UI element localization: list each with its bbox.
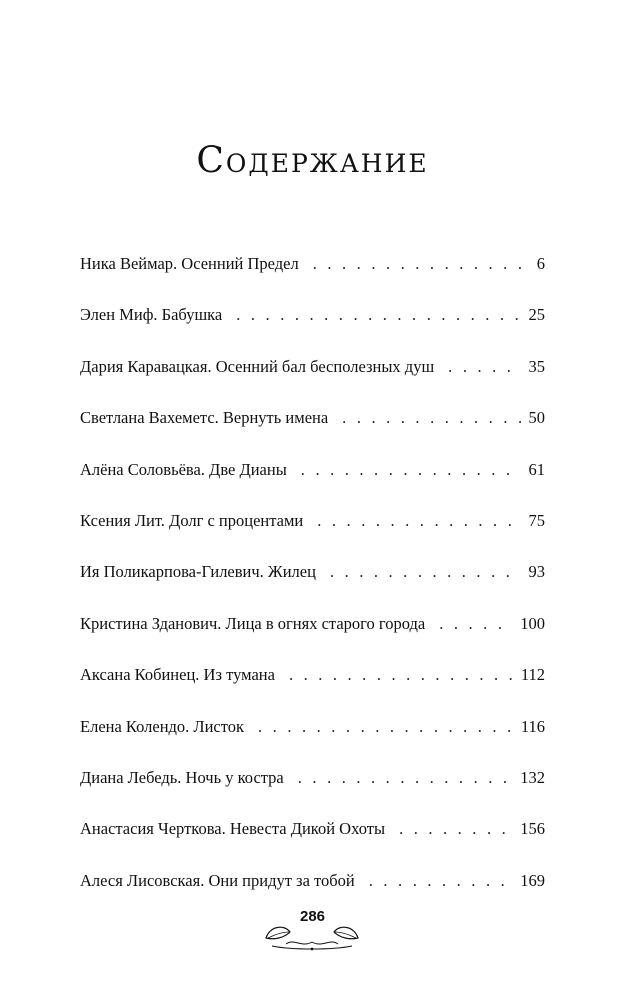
toc-entry-title: Светлана Вахеметс. Вернуть имена xyxy=(80,408,329,428)
toc-dot-leader xyxy=(289,665,513,685)
toc-entry-title: Анастасия Черткова. Невеста Дикой Охоты xyxy=(80,819,386,839)
toc-entry-title: Алёна Соловьёва. Две Дианы xyxy=(80,459,287,479)
toc-entry-page: 75 xyxy=(528,510,545,530)
toc-dot-leader xyxy=(342,408,520,428)
toc-entry-title: Ия Поликарпова-Гилевич. Жилец xyxy=(80,562,316,582)
toc-entry-title: Елена Колендо. Листок xyxy=(80,716,245,736)
toc-entry-title: Кристина Зданович. Лица в огнях старого города xyxy=(80,613,426,633)
toc-entry-page: 116 xyxy=(520,716,545,736)
toc-entry xyxy=(80,768,545,819)
toc-entry-title: Диана Лебедь. Ночь у костра xyxy=(80,767,284,787)
toc-entry-page: 112 xyxy=(520,665,545,685)
toc-entry-page: 35 xyxy=(528,356,545,376)
toc-dot-leader xyxy=(330,562,521,582)
toc-entry xyxy=(80,819,545,870)
toc-entry xyxy=(80,460,545,511)
toc-dot-leader xyxy=(301,460,521,480)
toc-dot-leader xyxy=(236,305,520,325)
toc-entry-title: Аксана Кобинец. Из тумана xyxy=(80,665,275,685)
table-of-contents xyxy=(80,254,545,922)
toc-dot-leader xyxy=(369,871,513,891)
toc-entry xyxy=(80,717,545,768)
toc-entry-page: 6 xyxy=(536,254,545,273)
toc-dot-leader xyxy=(313,254,529,274)
toc-dot-leader xyxy=(448,357,520,377)
toc-entry-page: 156 xyxy=(520,819,545,839)
toc-entry xyxy=(80,562,545,613)
toc-entry-page: 93 xyxy=(528,562,545,582)
toc-entry-title: Ника Веймар. Осенний Предел xyxy=(80,254,299,273)
toc-entry-title: Алеся Лисовская. Они придут за тобой xyxy=(80,870,355,890)
toc-entry-title: Ксения Лит. Долг с процентами xyxy=(80,510,304,530)
toc-entry xyxy=(80,305,545,356)
toc-dot-leader xyxy=(399,819,512,839)
toc-entry-page: 132 xyxy=(520,767,545,787)
toc-dot-leader xyxy=(258,717,513,737)
toc-entry-page: 169 xyxy=(520,870,545,890)
toc-entry xyxy=(80,511,545,562)
page-title: Содержание xyxy=(196,140,429,181)
toc-entry-page: 100 xyxy=(520,613,545,633)
toc-dot-leader xyxy=(317,511,520,531)
toc-entry-page: 25 xyxy=(528,305,545,325)
toc-entry xyxy=(80,408,545,459)
toc-entry-page: 50 xyxy=(528,408,545,428)
toc-entry xyxy=(80,614,545,665)
toc-entry xyxy=(80,254,545,305)
toc-entry xyxy=(80,357,545,408)
page-number: 286 xyxy=(299,908,326,925)
toc-entry xyxy=(80,665,545,716)
toc-entry-title: Элен Миф. Бабушка xyxy=(80,305,223,325)
toc-dot-leader xyxy=(298,768,512,788)
toc-entry-title: Дария Каравацкая. Осенний бал бесполезных душ xyxy=(80,356,435,376)
toc-entry-page: 61 xyxy=(528,459,545,479)
toc-dot-leader xyxy=(439,614,512,634)
